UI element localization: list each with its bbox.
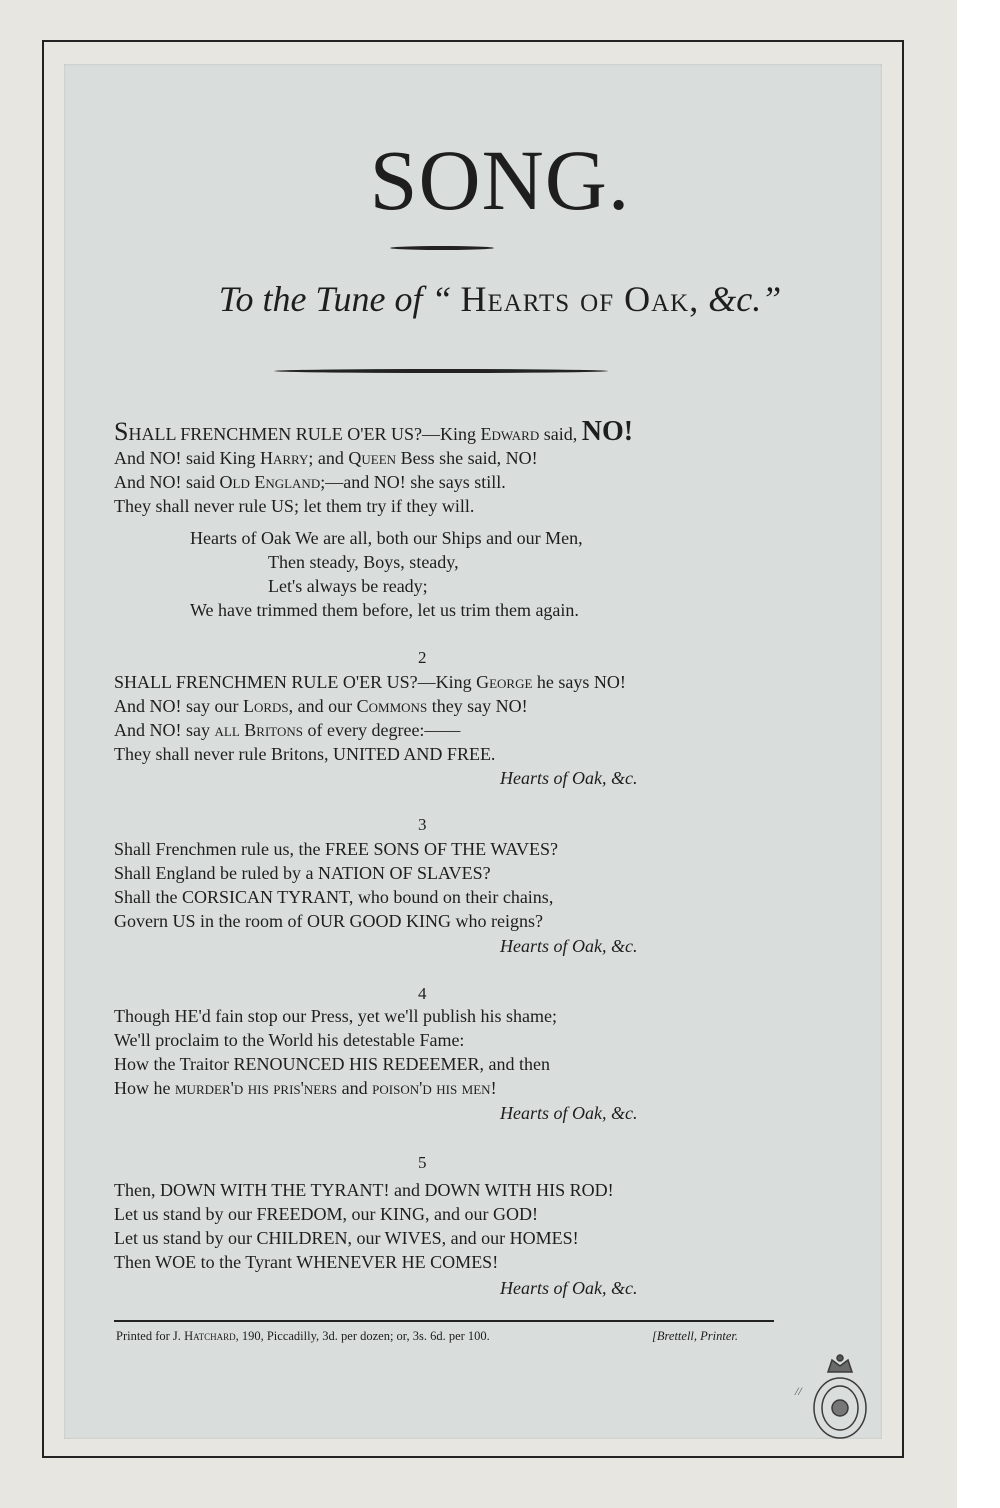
text: Harry [260,448,309,468]
library-stamp-icon [808,1350,872,1440]
verse-4 [114,1004,557,1100]
text: , and our [288,696,357,716]
subtitle-tune: Hearts of Oak, [460,279,700,319]
footer-rule [114,1320,774,1322]
subtitle-prefix: To the Tune of [218,279,423,319]
text: And NO! said King [114,448,260,468]
verse-3-refrain: Hearts of Oak, &c. [500,936,638,956]
text: , 190, Piccadilly, 3d. per dozen; or, 3s. 6d. per 100. [235,1329,490,1343]
verse-1-line-4: They shall never rule US; let them try if they will. [114,496,475,516]
text: they say NO! [427,696,528,716]
subtitle-open-quote: “ [431,279,452,319]
text: George [476,672,533,692]
subtitle-suffix: &c.” [708,279,782,319]
text: How he [114,1078,175,1098]
chorus [190,526,583,622]
text: poison'd his men [372,1078,491,1098]
verse-3-line-3: Shall the CORSICAN TYRANT, who bound on their chains, [114,887,554,907]
verse-4-line-2: We'll proclaim to the World his detestable Fame: [114,1030,465,1050]
text: And NO! say our [114,696,243,716]
verse-5-refrain: Hearts of Oak, &c. [500,1278,638,1298]
page-title: SONG. [369,132,631,228]
chorus-line-4: We have trimmed them before, let us trim them again. [190,600,579,620]
text: Lords [242,696,289,716]
verse-5-number: 5 [418,1153,427,1172]
verse-2-line-4: They shall never rule Britons, UNITED AND FREE. [114,744,496,764]
verse-4-line-4 [114,1076,557,1100]
verse-3-line-1: Shall Frenchmen rule us, the FREE SONS OF THE WAVES? [114,839,558,859]
verse-2-line-1 [114,670,626,694]
text: of every degree:—— [303,720,461,740]
text: said, [539,424,582,444]
text: murder'd his pris'ners [175,1078,338,1098]
chorus-line-3: Let's always be ready; [268,576,428,596]
text: ! [623,416,634,447]
verse-3-line-2: Shall England be ruled by a NATION OF SLAVES? [114,863,491,883]
verse-3-line-4: Govern US in the room of OUR GOOD KING who reigns? [114,911,543,931]
drop-cap: S [114,417,129,446]
verse-1-line-3 [114,470,633,494]
text: and [337,1078,373,1098]
verse-5 [114,1178,614,1274]
verse-1 [114,416,634,518]
text: Commons [356,696,428,716]
text: ;—and NO! she says still. [320,472,506,492]
subtitle [0,278,1000,320]
printer-credit: [Brettell, Printer. [652,1329,738,1343]
text: SHALL FRENCHMEN RULE O'ER US?—King [114,672,477,692]
text: And NO! say [114,720,215,740]
verse-2 [114,670,626,766]
subtitle-rule [274,369,608,373]
verse-2-line-2 [114,694,626,718]
verse-1-line-2 [114,446,633,470]
text: all Britons [214,720,303,740]
verse-5-line-1: Then, DOWN WITH THE TYRANT! and DOWN WITH HIS ROD! [114,1180,614,1200]
text: Old England [219,472,321,492]
verse-4-line-1: Though HE'd fain stop our Press, yet we'll publish his shame; [114,1006,557,1026]
text: Queen [348,448,397,468]
verse-4-line-3: How the Traitor RENOUNCED HIS REDEEMER, and then [114,1054,550,1074]
title-rule [390,246,494,250]
verse-5-line-2: Let us stand by our FREEDOM, our KING, and our GOD! [114,1204,538,1224]
verse-2-number: 2 [418,648,427,667]
verse-3 [114,837,558,933]
chorus-line-2: Then steady, Boys, steady, [268,552,459,572]
text: Hatchard [184,1329,236,1343]
verse-3-number: 3 [418,815,427,834]
text: Bess she said, NO! [396,448,538,468]
chorus-line-1: Hearts of Oak We are all, both our Ships and our Men, [190,528,583,548]
text: NO [581,416,624,447]
text: ! [490,1078,497,1098]
verse-1-line-1 [114,416,634,447]
text: HALL FRENCHMEN RULE O'ER US?—King [128,424,481,444]
text: Edward [480,424,540,444]
text: he says NO! [532,672,626,692]
verse-2-line-3 [114,718,626,742]
verse-4-refrain: Hearts of Oak, &c. [500,1103,638,1123]
imprint [116,1329,490,1344]
verse-2-refrain: Hearts of Oak, &c. [500,768,638,788]
shelf-mark: // [795,1384,802,1398]
verse-5-line-4: Then WOE to the Tyrant WHENEVER HE COMES! [114,1252,499,1272]
text: And NO! said [114,472,220,492]
text: Printed for J. [116,1329,185,1343]
text: ; and [308,448,349,468]
verse-5-line-3: Let us stand by our CHILDREN, our WIVES, and our HOMES! [114,1228,579,1248]
verse-4-number: 4 [418,984,427,1003]
